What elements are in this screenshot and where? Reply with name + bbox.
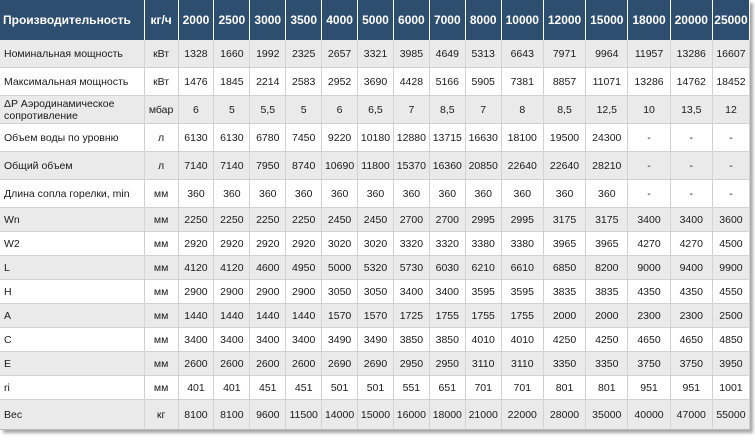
table-cell: 2900 (250, 280, 286, 304)
table-cell: 5313 (466, 40, 502, 68)
table-cell: 501 (358, 376, 394, 400)
table-cell: 22640 (502, 152, 544, 180)
table-cell: 16360 (430, 152, 466, 180)
header-unit: кг/ч (145, 0, 179, 40)
header-capacity-value: 5000 (358, 0, 394, 40)
table-cell: 22640 (544, 152, 586, 180)
header-capacity-value: 2000 (179, 0, 215, 40)
table-cell: 16000 (394, 400, 430, 430)
table-cell: 12 (713, 96, 750, 124)
table-cell: 6210 (466, 256, 502, 280)
table-cell: 14762 (671, 68, 713, 96)
table-cell: 3595 (466, 280, 502, 304)
table-cell: 401 (214, 376, 250, 400)
table-cell: 7971 (544, 40, 586, 68)
table-cell: 6 (179, 96, 215, 124)
table-cell: 11071 (586, 68, 628, 96)
header-capacity-value: 8000 (466, 0, 502, 40)
table-cell: 6 (322, 96, 358, 124)
table-cell: 20850 (466, 152, 502, 180)
row-parameter-name: Общий объем (0, 152, 145, 180)
table-cell: 6610 (502, 256, 544, 280)
table-cell: 2583 (286, 68, 322, 96)
row-unit: мбар (145, 96, 179, 124)
table-cell: 4650 (671, 328, 713, 352)
table-header-row (0, 0, 750, 40)
table-cell: 2950 (430, 352, 466, 376)
header-capacity-value: 6000 (394, 0, 430, 40)
table-cell: 18000 (430, 400, 466, 430)
table-cell: 3320 (394, 232, 430, 256)
table-cell: 5730 (394, 256, 430, 280)
table-cell: 8 (502, 96, 544, 124)
table-cell: 360 (586, 180, 628, 208)
table-cell: 3985 (394, 40, 430, 68)
table-row (0, 256, 750, 280)
table-cell: 3965 (586, 232, 628, 256)
table-cell: 4250 (544, 328, 586, 352)
row-parameter-name: ri (0, 376, 145, 400)
table-cell: 1440 (214, 304, 250, 328)
table-cell: 451 (250, 376, 286, 400)
table-cell: 3175 (544, 208, 586, 232)
table-cell: 1845 (214, 68, 250, 96)
table-cell: 2500 (713, 304, 750, 328)
table-cell: 8200 (586, 256, 628, 280)
table-cell: 3380 (502, 232, 544, 256)
table-row (0, 376, 750, 400)
table-cell: 3320 (430, 232, 466, 256)
table-cell: 3110 (502, 352, 544, 376)
table-cell: 501 (322, 376, 358, 400)
table-cell: 2600 (214, 352, 250, 376)
table-cell: 6850 (544, 256, 586, 280)
table-cell: 3110 (466, 352, 502, 376)
table-cell: 7381 (502, 68, 544, 96)
table-cell: 10180 (358, 124, 394, 152)
table-cell: 3350 (586, 352, 628, 376)
header-capacity-value: 20000 (671, 0, 713, 40)
table-cell: 360 (214, 180, 250, 208)
table-cell: 2900 (286, 280, 322, 304)
table-cell: 2450 (322, 208, 358, 232)
table-cell: 4270 (671, 232, 713, 256)
table-row (0, 280, 750, 304)
table-row (0, 304, 750, 328)
table-cell: 1992 (250, 40, 286, 68)
table-cell: 4950 (286, 256, 322, 280)
table-cell: 3380 (466, 232, 502, 256)
table-cell: 15370 (394, 152, 430, 180)
table-cell: 13,5 (671, 96, 713, 124)
table-row (0, 40, 750, 68)
table-cell: 13286 (628, 68, 670, 96)
table-cell: 11500 (286, 400, 322, 430)
row-unit: мм (145, 304, 179, 328)
table-cell: 2600 (179, 352, 215, 376)
table-cell: 7450 (286, 124, 322, 152)
row-parameter-name: Номинальная мощность (0, 40, 145, 68)
header-capacity-value: 2500 (214, 0, 250, 40)
table-row (0, 124, 750, 152)
table-cell: 4250 (586, 328, 628, 352)
table-row (0, 232, 750, 256)
table-cell: 4500 (713, 232, 750, 256)
table-cell: 3321 (358, 40, 394, 68)
row-unit: кВт (145, 68, 179, 96)
table-cell: 2690 (322, 352, 358, 376)
table-cell: 2300 (671, 304, 713, 328)
header-capacity: Производительность (0, 0, 145, 40)
table-cell: 4350 (628, 280, 670, 304)
table-cell: 451 (286, 376, 322, 400)
table-cell: 2600 (286, 352, 322, 376)
table-cell: 9400 (671, 256, 713, 280)
row-unit: мм (145, 352, 179, 376)
table-cell: 8740 (286, 152, 322, 180)
table-cell: 24300 (586, 124, 628, 152)
table-cell: 19500 (544, 124, 586, 152)
table-cell: 22000 (502, 400, 544, 430)
row-unit: л (145, 124, 179, 152)
table-cell: 2214 (250, 68, 286, 96)
header-capacity-value: 7000 (430, 0, 466, 40)
table-cell: 3400 (214, 328, 250, 352)
table-cell: 360 (502, 180, 544, 208)
table-cell: 4120 (179, 256, 215, 280)
table-cell: 2300 (628, 304, 670, 328)
table-cell: 360 (179, 180, 215, 208)
table-cell: 2450 (358, 208, 394, 232)
table-cell: - (671, 152, 713, 180)
table-cell: 360 (394, 180, 430, 208)
table-cell: 3050 (358, 280, 394, 304)
table-cell: 2900 (214, 280, 250, 304)
table-cell: 3400 (394, 280, 430, 304)
table-cell: 7140 (214, 152, 250, 180)
row-unit: мм (145, 180, 179, 208)
row-unit: мм (145, 280, 179, 304)
table-cell: 9900 (713, 256, 750, 280)
table-cell: 3850 (394, 328, 430, 352)
table-cell: 10 (628, 96, 670, 124)
table-cell: 7950 (250, 152, 286, 180)
table-cell: 360 (430, 180, 466, 208)
row-unit: кВт (145, 40, 179, 68)
table-cell: 801 (544, 376, 586, 400)
table-cell: 360 (286, 180, 322, 208)
table-cell: 6,5 (358, 96, 394, 124)
table-cell: 4650 (628, 328, 670, 352)
table-cell: 3400 (250, 328, 286, 352)
table-cell: 951 (671, 376, 713, 400)
table-cell: 5000 (322, 256, 358, 280)
table-cell: 9964 (586, 40, 628, 68)
table-cell: - (713, 180, 750, 208)
table-row (0, 180, 750, 208)
table-cell: 3595 (502, 280, 544, 304)
table-cell: 11800 (358, 152, 394, 180)
table-cell: 10690 (322, 152, 358, 180)
header-capacity-value: 12000 (544, 0, 586, 40)
row-parameter-name: H (0, 280, 145, 304)
table-cell: 55000 (713, 400, 750, 430)
row-unit: мм (145, 376, 179, 400)
table-cell: 3490 (322, 328, 358, 352)
table-cell: 2690 (358, 352, 394, 376)
table-cell: 1440 (286, 304, 322, 328)
table-cell: 12880 (394, 124, 430, 152)
table-cell: 6780 (250, 124, 286, 152)
table-row (0, 352, 750, 376)
table-cell: 4428 (394, 68, 430, 96)
table-cell: 5166 (430, 68, 466, 96)
table-cell: 401 (179, 376, 215, 400)
table-cell: 2600 (250, 352, 286, 376)
table-cell: 8,5 (544, 96, 586, 124)
table-cell: 4010 (466, 328, 502, 352)
table-cell: 8857 (544, 68, 586, 96)
table-cell: 5320 (358, 256, 394, 280)
table-cell: 7 (394, 96, 430, 124)
table-cell: 360 (322, 180, 358, 208)
table-cell: 3835 (586, 280, 628, 304)
row-parameter-name: C (0, 328, 145, 352)
row-parameter-name: E (0, 352, 145, 376)
table-cell: 4600 (250, 256, 286, 280)
table-cell: 40000 (628, 400, 670, 430)
table-cell: 28000 (544, 400, 586, 430)
row-parameter-name: Максимальная мощность (0, 68, 145, 96)
row-unit: мм (145, 256, 179, 280)
table-cell: 12,5 (586, 96, 628, 124)
table-cell: - (713, 152, 750, 180)
table-cell: 1570 (322, 304, 358, 328)
table-cell: 2250 (179, 208, 215, 232)
table-cell: 3400 (179, 328, 215, 352)
table-cell: 3175 (586, 208, 628, 232)
table-cell: 2995 (466, 208, 502, 232)
table-cell: 2657 (322, 40, 358, 68)
table-cell: 1755 (502, 304, 544, 328)
table-cell: 3050 (322, 280, 358, 304)
table-row (0, 68, 750, 96)
table-cell: 4350 (671, 280, 713, 304)
table-cell: 551 (394, 376, 430, 400)
row-parameter-name: W2 (0, 232, 145, 256)
table-cell: 3965 (544, 232, 586, 256)
table-cell: 4850 (713, 328, 750, 352)
table-cell: 1755 (466, 304, 502, 328)
table-cell: 360 (466, 180, 502, 208)
table-cell: 1570 (358, 304, 394, 328)
table-cell: 2700 (394, 208, 430, 232)
table-cell: - (628, 180, 670, 208)
header-capacity-value: 10000 (502, 0, 544, 40)
table-cell: 2000 (586, 304, 628, 328)
row-parameter-name: Длина сопла горелки, min (0, 180, 145, 208)
table-cell: 11957 (628, 40, 670, 68)
table-cell: 1725 (394, 304, 430, 328)
table-cell: 9000 (628, 256, 670, 280)
table-cell: 2700 (430, 208, 466, 232)
table-cell: - (713, 124, 750, 152)
table-cell: 360 (250, 180, 286, 208)
table-cell: 3600 (713, 208, 750, 232)
table-cell: 360 (358, 180, 394, 208)
table-cell: 651 (430, 376, 466, 400)
table-cell: 2920 (286, 232, 322, 256)
table-cell: 2995 (502, 208, 544, 232)
table-cell: 5,5 (250, 96, 286, 124)
table-row (0, 152, 750, 180)
table-cell: 4120 (214, 256, 250, 280)
table-cell: 1001 (713, 376, 750, 400)
table-cell: 701 (466, 376, 502, 400)
table-cell: 3490 (358, 328, 394, 352)
table-cell: 16607 (713, 40, 750, 68)
header-capacity-value: 3000 (250, 0, 286, 40)
table-cell: - (671, 180, 713, 208)
table-cell: 3400 (286, 328, 322, 352)
header-capacity-value: 15000 (586, 0, 628, 40)
table-cell: 2250 (250, 208, 286, 232)
table-cell: 3020 (322, 232, 358, 256)
table-cell: 1476 (179, 68, 215, 96)
table-cell: 2900 (179, 280, 215, 304)
table-cell: 16630 (466, 124, 502, 152)
table-cell: 3690 (358, 68, 394, 96)
header-capacity-value: 18000 (628, 0, 670, 40)
table-cell: 951 (628, 376, 670, 400)
table-cell: 5 (286, 96, 322, 124)
header-capacity-value: 3500 (286, 0, 322, 40)
table-cell: 5 (214, 96, 250, 124)
table-cell: 9220 (322, 124, 358, 152)
row-unit: л (145, 152, 179, 180)
table-cell: 2920 (214, 232, 250, 256)
table-cell: 13715 (430, 124, 466, 152)
row-unit: мм (145, 328, 179, 352)
table-cell: 1440 (179, 304, 215, 328)
table-cell: 6130 (179, 124, 215, 152)
table-cell: 21000 (466, 400, 502, 430)
table-cell: 801 (586, 376, 628, 400)
table-cell: 4550 (713, 280, 750, 304)
table-row (0, 400, 750, 430)
table-cell: 6643 (502, 40, 544, 68)
table-cell: 3950 (713, 352, 750, 376)
table-cell: 8,5 (430, 96, 466, 124)
table-cell: 2000 (544, 304, 586, 328)
table-cell: 47000 (671, 400, 713, 430)
table-cell: 2950 (394, 352, 430, 376)
table-cell: 4010 (502, 328, 544, 352)
table-cell: 15000 (358, 400, 394, 430)
table-cell: 1660 (214, 40, 250, 68)
table-cell: 3850 (430, 328, 466, 352)
table-cell: 3400 (628, 208, 670, 232)
table-cell: 1328 (179, 40, 215, 68)
table-cell: 701 (502, 376, 544, 400)
table-cell: 2952 (322, 68, 358, 96)
table-cell: 3750 (628, 352, 670, 376)
table-cell: 2920 (179, 232, 215, 256)
table-cell: - (671, 124, 713, 152)
table-cell: 35000 (586, 400, 628, 430)
table-cell: 9600 (250, 400, 286, 430)
table-cell: 7 (466, 96, 502, 124)
table-cell: 13286 (671, 40, 713, 68)
table-cell: 1440 (250, 304, 286, 328)
row-unit: мм (145, 232, 179, 256)
table-cell: 3835 (544, 280, 586, 304)
table-cell: 18100 (502, 124, 544, 152)
table-cell: 4649 (430, 40, 466, 68)
row-parameter-name: Объем воды по уровню (0, 124, 145, 152)
row-parameter-name: Вес (0, 400, 145, 430)
table-row (0, 96, 750, 124)
table-cell: 7140 (179, 152, 215, 180)
table-cell: 3400 (430, 280, 466, 304)
table-cell: 2250 (214, 208, 250, 232)
table-cell: 6130 (214, 124, 250, 152)
table-cell: 3350 (544, 352, 586, 376)
row-parameter-name: L (0, 256, 145, 280)
row-unit: мм (145, 208, 179, 232)
table-cell: 360 (544, 180, 586, 208)
table-cell: 8100 (214, 400, 250, 430)
table-cell: - (628, 152, 670, 180)
table-cell: 3020 (358, 232, 394, 256)
table-cell: 28210 (586, 152, 628, 180)
table-cell: 3750 (671, 352, 713, 376)
table-cell: 4270 (628, 232, 670, 256)
table-cell: 8100 (179, 400, 215, 430)
row-parameter-name: A (0, 304, 145, 328)
table-row (0, 328, 750, 352)
table-cell: 14000 (322, 400, 358, 430)
row-parameter-name: Wn (0, 208, 145, 232)
row-unit: кг (145, 400, 179, 430)
table-cell: 2920 (250, 232, 286, 256)
table-row (0, 208, 750, 232)
table-cell: 18452 (713, 68, 750, 96)
table-cell: 2325 (286, 40, 322, 68)
table-body (0, 40, 750, 430)
header-capacity-value: 25000 (713, 0, 750, 40)
table-cell: 1755 (430, 304, 466, 328)
table-cell: - (628, 124, 670, 152)
table-cell: 6030 (430, 256, 466, 280)
row-parameter-name: ΔP Аэродинамическое сопротивление (0, 96, 145, 124)
header-capacity-value: 4000 (322, 0, 358, 40)
table-cell: 3400 (671, 208, 713, 232)
table-cell: 2250 (286, 208, 322, 232)
table-cell: 5905 (466, 68, 502, 96)
